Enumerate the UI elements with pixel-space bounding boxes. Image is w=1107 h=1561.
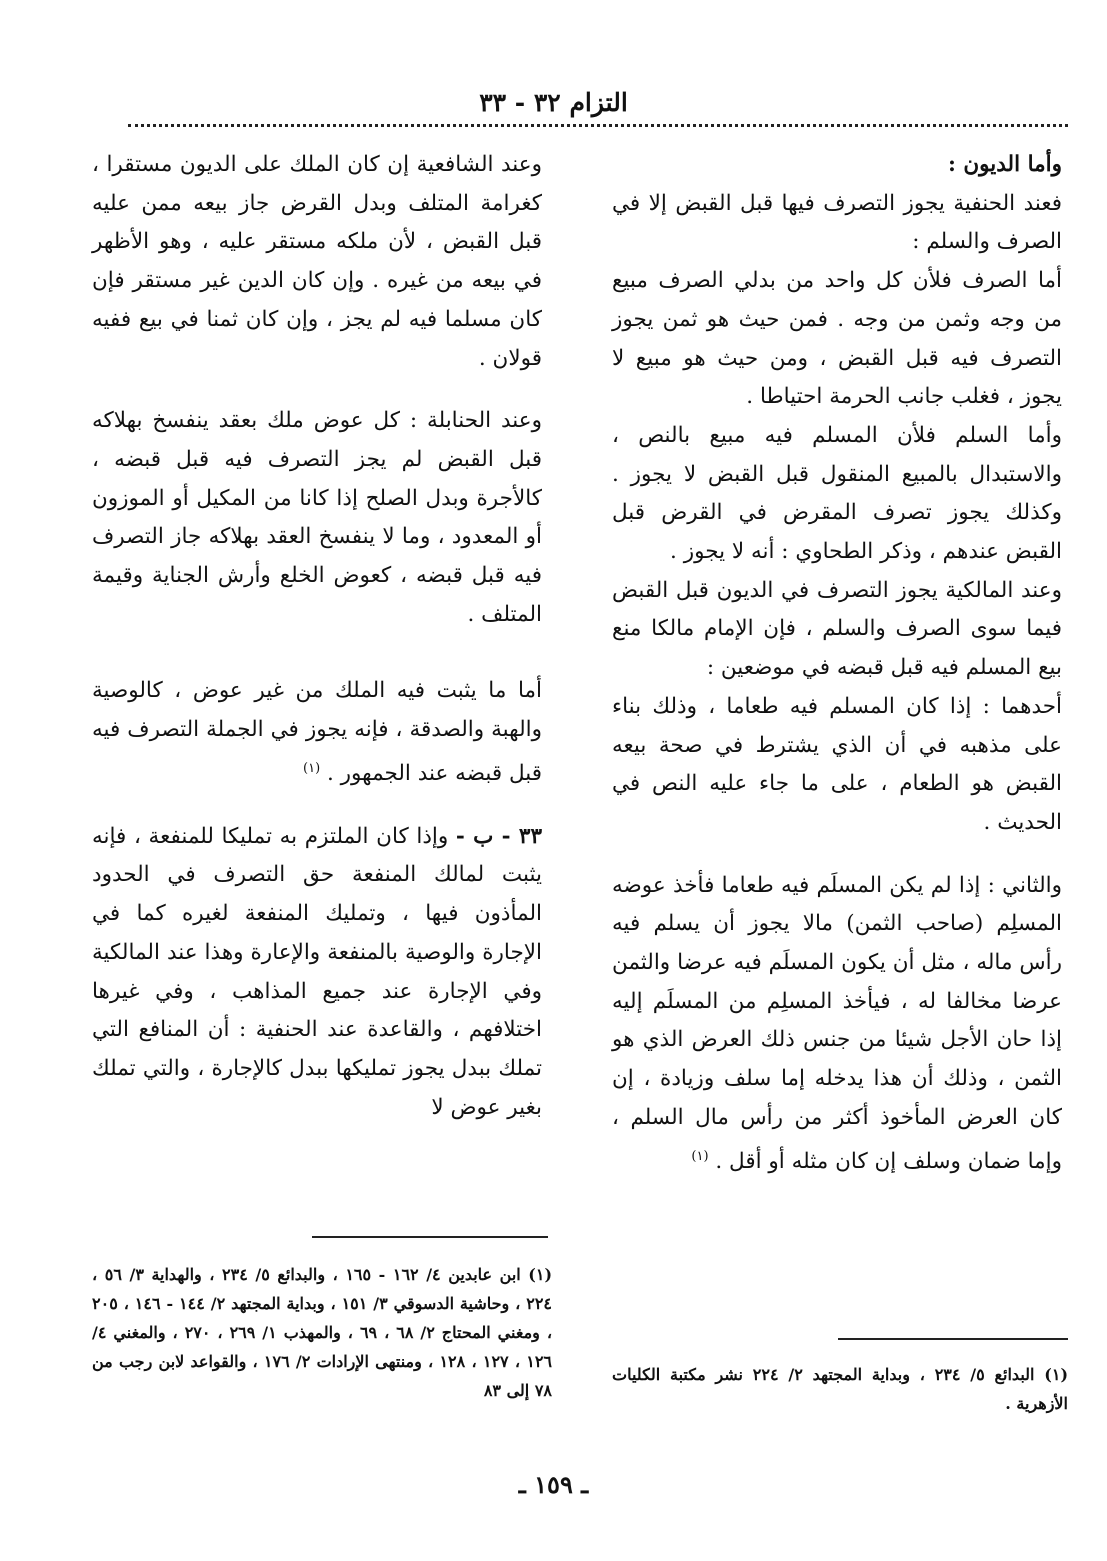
right-column xyxy=(612,146,1062,1181)
paragraph xyxy=(92,672,542,793)
footnote-divider xyxy=(312,1236,548,1238)
paragraph-text: وإذا كان الملتزم به تمليكا للمنفعة ، فإنه يثبت لمالك المنفعة حق التصرف في الحدود المأذون فيها ، وتمليك المنفعة لغيره كما في الإجارة والوصية بالمنفعة والإعارة وهذا عند المالكية وفي الإجارة عند جميع المذاهب ، وفي غيرها اختلافهم ، والقاعدة عند الحنفية : أن المنافع التي تملك ببدل يجوز تمليكها ببدل كالإجارة ، والتي تملك بغير عوض لا xyxy=(92,823,542,1120)
paragraph: فعند الحنفية يجوز التصرف فيها قبل القبض إلا في الصرف والسلم : xyxy=(612,190,1062,255)
footnote-marker[interactable]: (١) xyxy=(303,760,321,776)
paragraph: وعند المالكية يجوز التصرف في الديون قبل القبض فيما سوى الصرف والسلم ، فإن الإمام مالكا منع بيع المسلم فيه قبل قبضه في موضعين : xyxy=(612,577,1062,681)
footnote-divider xyxy=(838,1338,1068,1340)
paragraph: وأما السلم فلأن المسلم فيه مبيع بالنص ، والاستبدال بالمبيع المنقول قبل القبض لا يجوز . وكذلك يجوز تصرف المقرض في القرض قبل القبض عندهم ، وذكر الطحاوي : أنه لا يجوز . xyxy=(612,422,1062,565)
footnote: (١) ابن عابدين ٤/ ١٦٢ - ١٦٥ ، والبدائع ٥/ ٢٣٤ ، والهداية ٣/ ٥٦ ، ٢٢٤ ، وحاشية الدسوقي ٣/ ١٥١ ، وبداية المجتهد ٢/ ١٤٤ - ١٤٦ ، ٢٠٥ ، ومغني المحتاج ٢/ ٦٨ ، ٦٩ ، والمهذب ١/ ٢٦٩ ، ٢٧٠ ، والمغني ٤/ ١٢٦ ، ١٢٧ ، ١٢٨ ، ومنتهى الإرادات ٢/ ١٧٦ ، والقواعد لابن رجب من ٧٨ إلى ٨٣ xyxy=(92,1265,553,1400)
page-number: ـ ١٥٩ ـ xyxy=(518,1470,589,1499)
paragraph-text: والثاني : إذا لم يكن المسلَم فيه طعاما فأخذ عوضه المسلِم (صاحب الثمن) مالا يجوز أن يسلم فيه رأس ماله ، مثل أن يكون المسلَم فيه عرضا والثمن عرضا مخالفا له ، فيأخذ المسلِم من المسلَم إليه إذا حان الأجل شيئا من جنس ذلك العرض الذي هو الثمن ، وذلك أن هذا يدخله إما سلف وزيادة ، إن كان العرض المأخوذ أكثر من رأس مال السلم ، وإما ضمان وسلف إن كان مثله أو أقل . xyxy=(612,872,1062,1174)
left-column xyxy=(92,146,542,1127)
section-number: ٣٣ - ب - xyxy=(455,823,542,849)
paragraph: وعند الشافعية إن كان الملك على الديون مستقرا ، كغرامة المتلف وبدل القرض جاز بيعه ممن عليه قبل القبض ، لأن ملكه مستقر عليه ، وهو الأظهر في بيعه من غيره . وإن كان الدين غير مستقر فإن كان مسلما فيه لم يجز ، وإن كان ثمنا في بيع ففيه قولان . xyxy=(92,152,542,371)
footnote-marker[interactable]: (١) xyxy=(691,1148,709,1164)
header-dotted-divider xyxy=(128,124,1068,127)
paragraph: وعند الحنابلة : كل عوض ملك بعقد ينفسخ بهلاكه قبل القبض لم يجز التصرف فيه قبل قبضه ، كالأجرة وبدل الصلح إذا كانا من المكيل أو الموزون أو المعدود ، وما لا ينفسخ العقد بهلاكه جاز التصرف فيه قبل قبضه ، كعوض الخلع وأرش الجناية وقيمة المتلف . xyxy=(92,408,542,627)
footnote: (١) البدائع ٥/ ٢٣٤ ، وبداية المجتهد ٢/ ٢٢٤ نشر مكتبة الكليات الأزهرية . xyxy=(612,1365,1069,1413)
running-header: التزام ٣٢ - ٣٣ xyxy=(479,88,628,117)
section-heading: وأما الديون : xyxy=(947,152,1062,177)
paragraph: أحدهما : إذا كان المسلم فيه طعاما ، وذلك بناء على مذهبه في أن الذي يشترط في صحة بيعه القبض هو الطعام ، على ما جاء عليه النص في الحديث . xyxy=(612,693,1062,835)
paragraph: أما الصرف فلأن كل واحد من بدلي الصرف مبيع من وجه وثمن من وجه . فمن حيث هو ثمن يجوز التصرف فيه قبل القبض ، ومن حيث هو مبيع لا يجوز ، فغلب جانب الحرمة احتياطا . xyxy=(612,268,1062,410)
paragraph-text: أما ما يثبت فيه الملك من غير عوض ، كالوصية والهبة والصدقة ، فإنه يجوز في الجملة التصرف فيه قبل قبضه عند الجمهور . xyxy=(92,678,542,786)
numbered-paragraph xyxy=(92,818,542,1128)
paragraph xyxy=(612,867,1062,1182)
